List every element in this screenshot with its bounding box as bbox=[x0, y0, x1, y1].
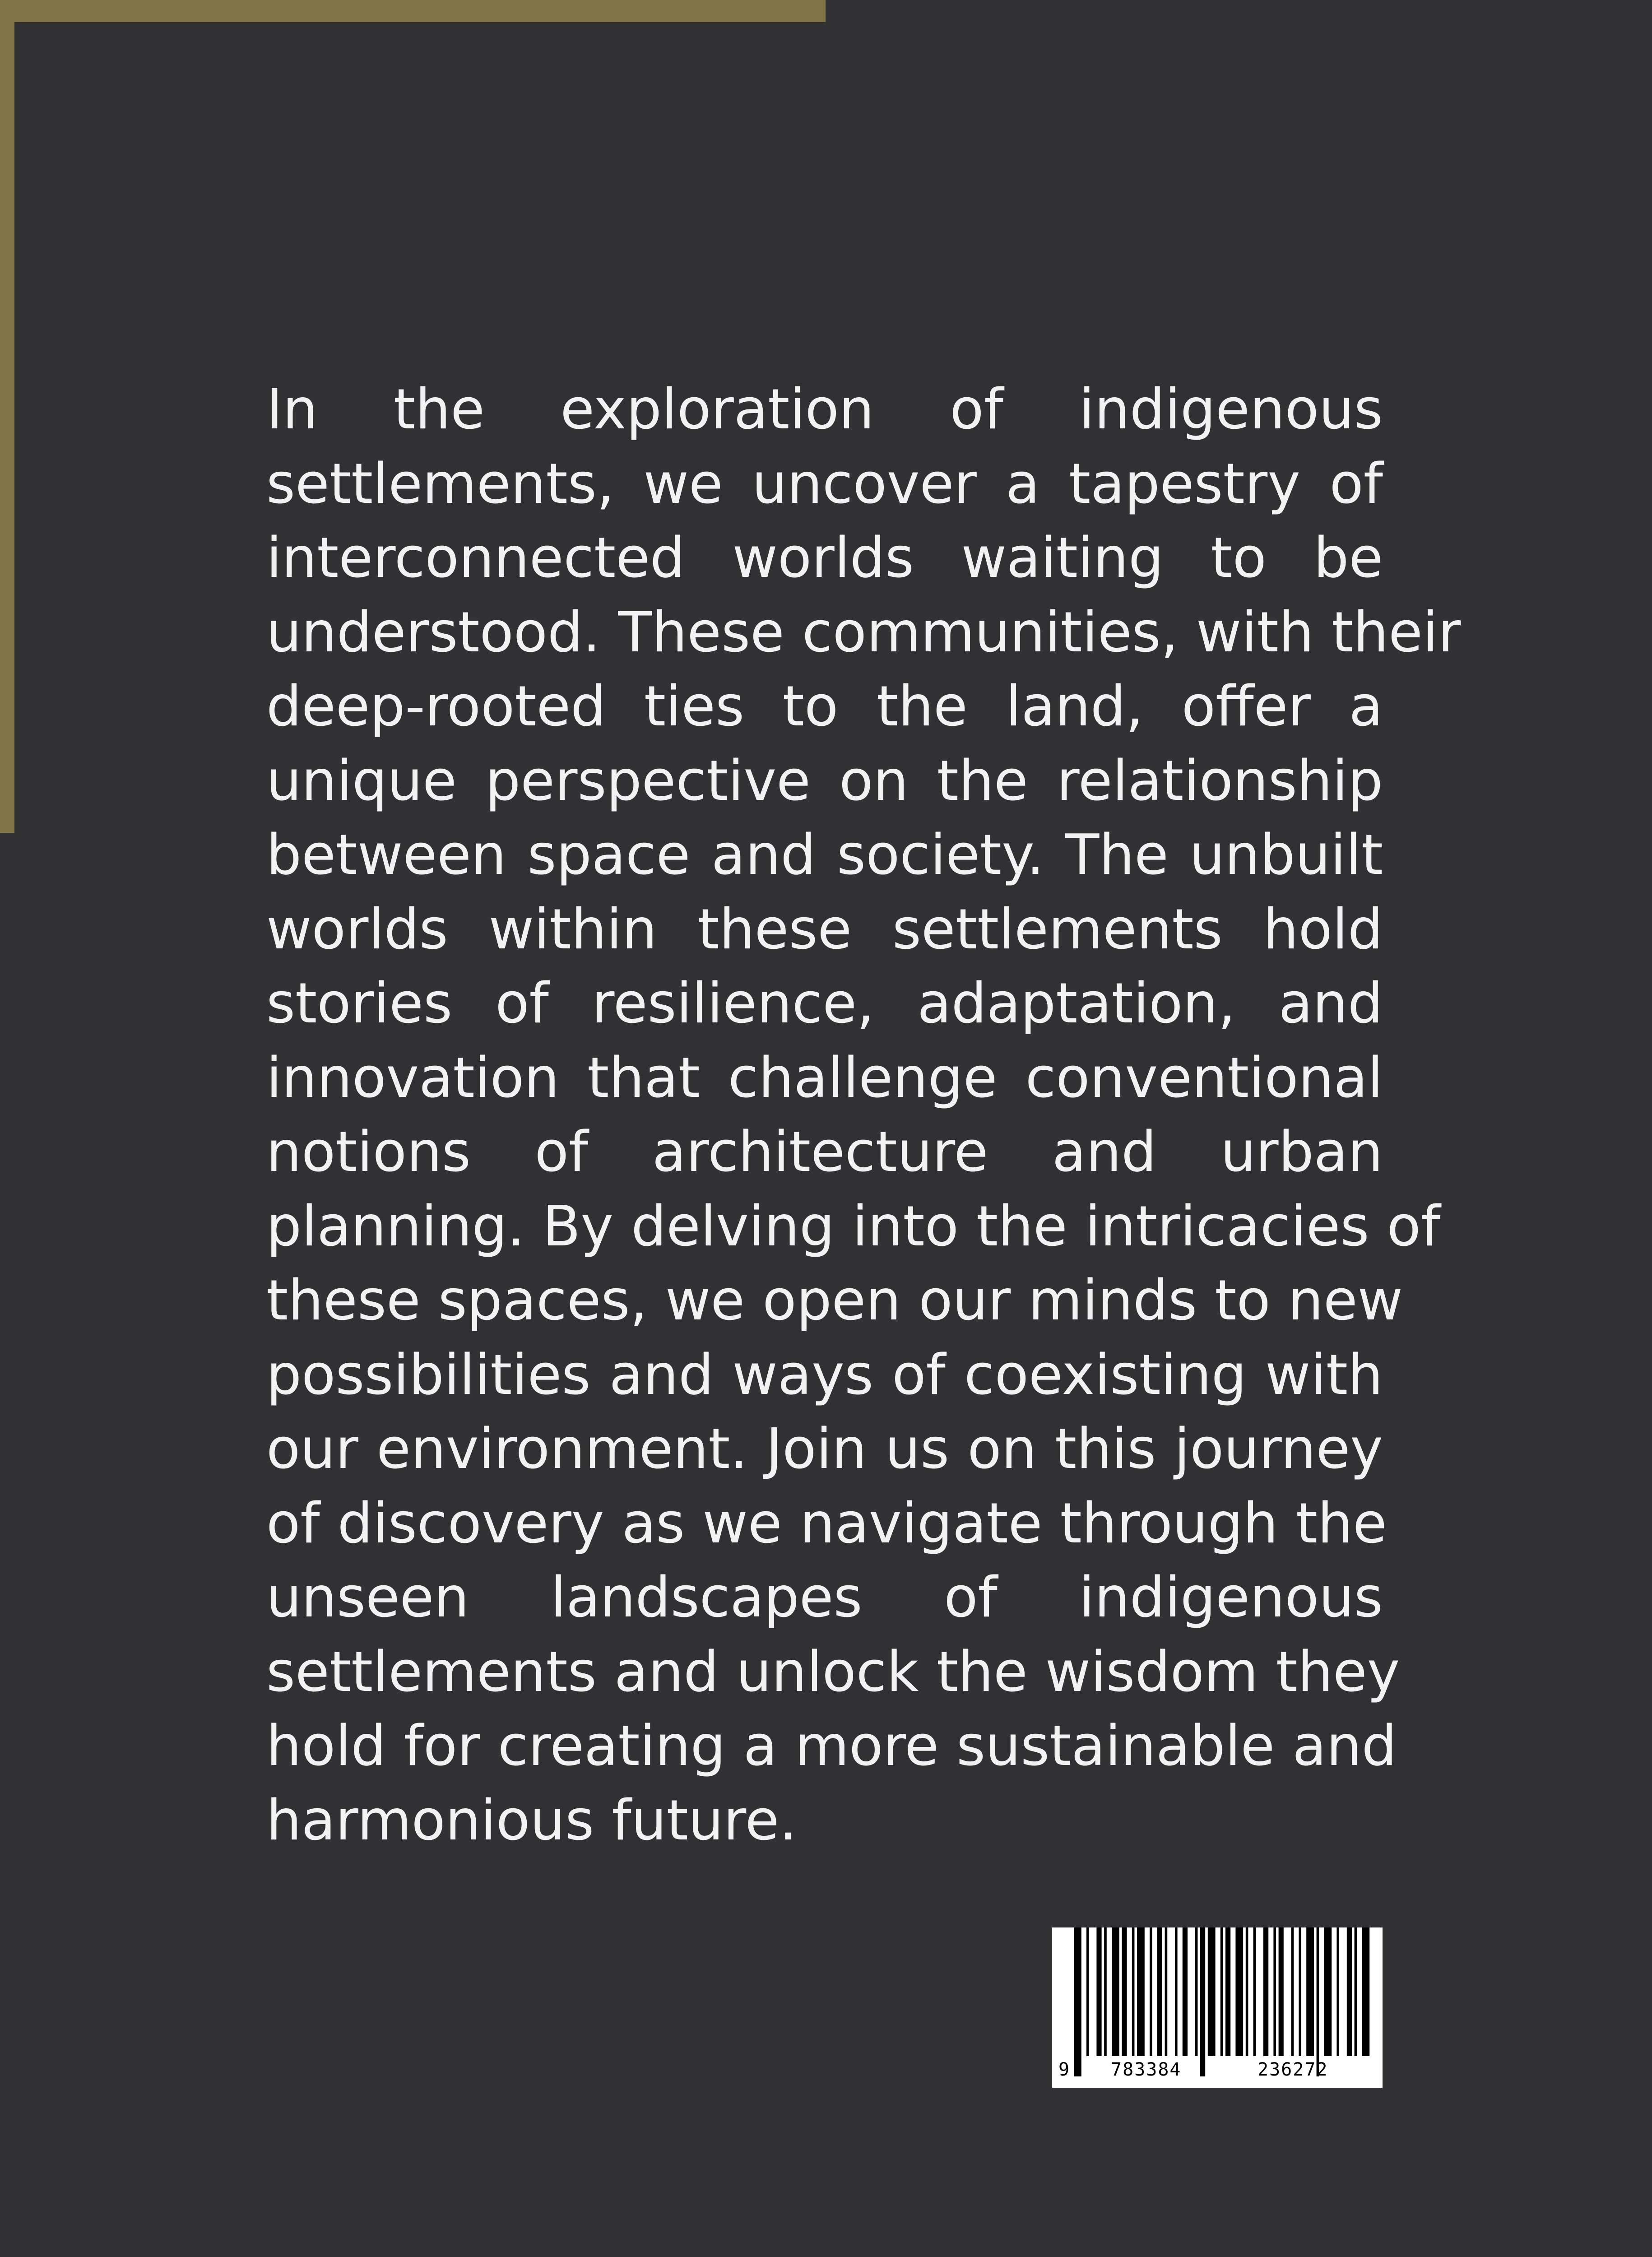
barcode-digits-right: 236272 bbox=[1258, 2059, 1328, 2080]
blurb-line: interconnected worlds waiting to be bbox=[266, 526, 1383, 590]
barcode-bar bbox=[1132, 1927, 1135, 2056]
barcode-bar bbox=[1150, 1927, 1152, 2056]
blurb-line: hold for creating a more sustainable and bbox=[266, 1714, 1397, 1779]
barcode-bar bbox=[1355, 1927, 1357, 2056]
barcode-bar bbox=[1253, 1927, 1256, 2056]
back-cover-blurb bbox=[266, 373, 1461, 1858]
barcode-bar bbox=[1208, 1927, 1216, 2056]
barcode-bar bbox=[1104, 1927, 1107, 2056]
barcode-digit-first: 9 bbox=[1058, 2059, 1071, 2080]
barcode-bar bbox=[1137, 1927, 1145, 2056]
barcode-bar bbox=[1165, 1927, 1168, 2056]
barcode-bar bbox=[1200, 1927, 1205, 2076]
blurb-line: of discovery as we navigate through the bbox=[266, 1491, 1387, 1556]
blurb-line: settlements, we uncover a tapestry of bbox=[266, 451, 1383, 516]
isbn-barcode bbox=[1052, 1927, 1383, 2088]
barcode-bar bbox=[1175, 1927, 1178, 2056]
barcode-bar bbox=[1235, 1927, 1243, 2056]
blurb-line: possibilities and ways of coexisting with bbox=[266, 1342, 1383, 1407]
barcode-bar bbox=[1096, 1927, 1101, 2056]
barcode-bar bbox=[1112, 1927, 1119, 2056]
blurb-line: settlements and unlock the wisdom they bbox=[266, 1639, 1400, 1704]
barcode-bar bbox=[1183, 1927, 1188, 2056]
barcode-bar bbox=[1317, 1927, 1319, 2076]
blurb-line: our environment. Join us on this journey bbox=[266, 1417, 1383, 1481]
barcode-bar bbox=[1263, 1927, 1268, 2056]
barcode-bar bbox=[1306, 1927, 1314, 2056]
blurb-line: harmonious future. bbox=[266, 1788, 797, 1853]
barcode-bar bbox=[1157, 1927, 1162, 2056]
barcode-bar bbox=[1362, 1927, 1369, 2056]
barcode-bar bbox=[1195, 1927, 1198, 2056]
barcode-digits-left: 783384 bbox=[1111, 2059, 1182, 2080]
barcode-bar bbox=[1347, 1927, 1352, 2056]
barcode-bar bbox=[1336, 1927, 1339, 2056]
blurb-line: worlds within these settlements hold bbox=[266, 897, 1383, 962]
barcode-bar bbox=[1246, 1927, 1248, 2056]
blurb-line: between space and society. The unbuilt bbox=[266, 823, 1383, 887]
barcode-bar bbox=[1299, 1927, 1301, 2056]
blurb-line: planning. By delving into the intricacies of bbox=[266, 1194, 1441, 1259]
blurb-line: these spaces, we open our minds to new bbox=[266, 1268, 1403, 1333]
barcode-bar bbox=[1220, 1927, 1223, 2056]
blurb-line: unseen landscapes of indigenous bbox=[266, 1565, 1383, 1630]
barcode-bar bbox=[1086, 1927, 1089, 2056]
blurb-line: deep-rooted ties to the land, offer a bbox=[266, 674, 1383, 739]
blurb-line: notions of architecture and urban bbox=[266, 1120, 1383, 1184]
barcode-bar bbox=[1225, 1927, 1230, 2056]
barcode-bar bbox=[1279, 1927, 1284, 2056]
barcode-bar bbox=[1074, 1927, 1081, 2076]
barcode-bar bbox=[1122, 1927, 1127, 2056]
barcode-bars bbox=[1052, 1927, 1383, 2088]
blurb-line: stories of resilience, adaptation, and bbox=[266, 971, 1383, 1036]
blurb-line: In the exploration of indigenous bbox=[266, 377, 1383, 442]
blurb-line: unique perspective on the relationship bbox=[266, 748, 1383, 813]
blurb-line: understood. These communities, with their bbox=[266, 600, 1461, 665]
barcode-bar bbox=[1291, 1927, 1294, 2056]
barcode-bar bbox=[1273, 1927, 1276, 2056]
barcode-bar bbox=[1324, 1927, 1332, 2056]
blurb-line: innovation that challenge conventional bbox=[266, 1045, 1383, 1110]
